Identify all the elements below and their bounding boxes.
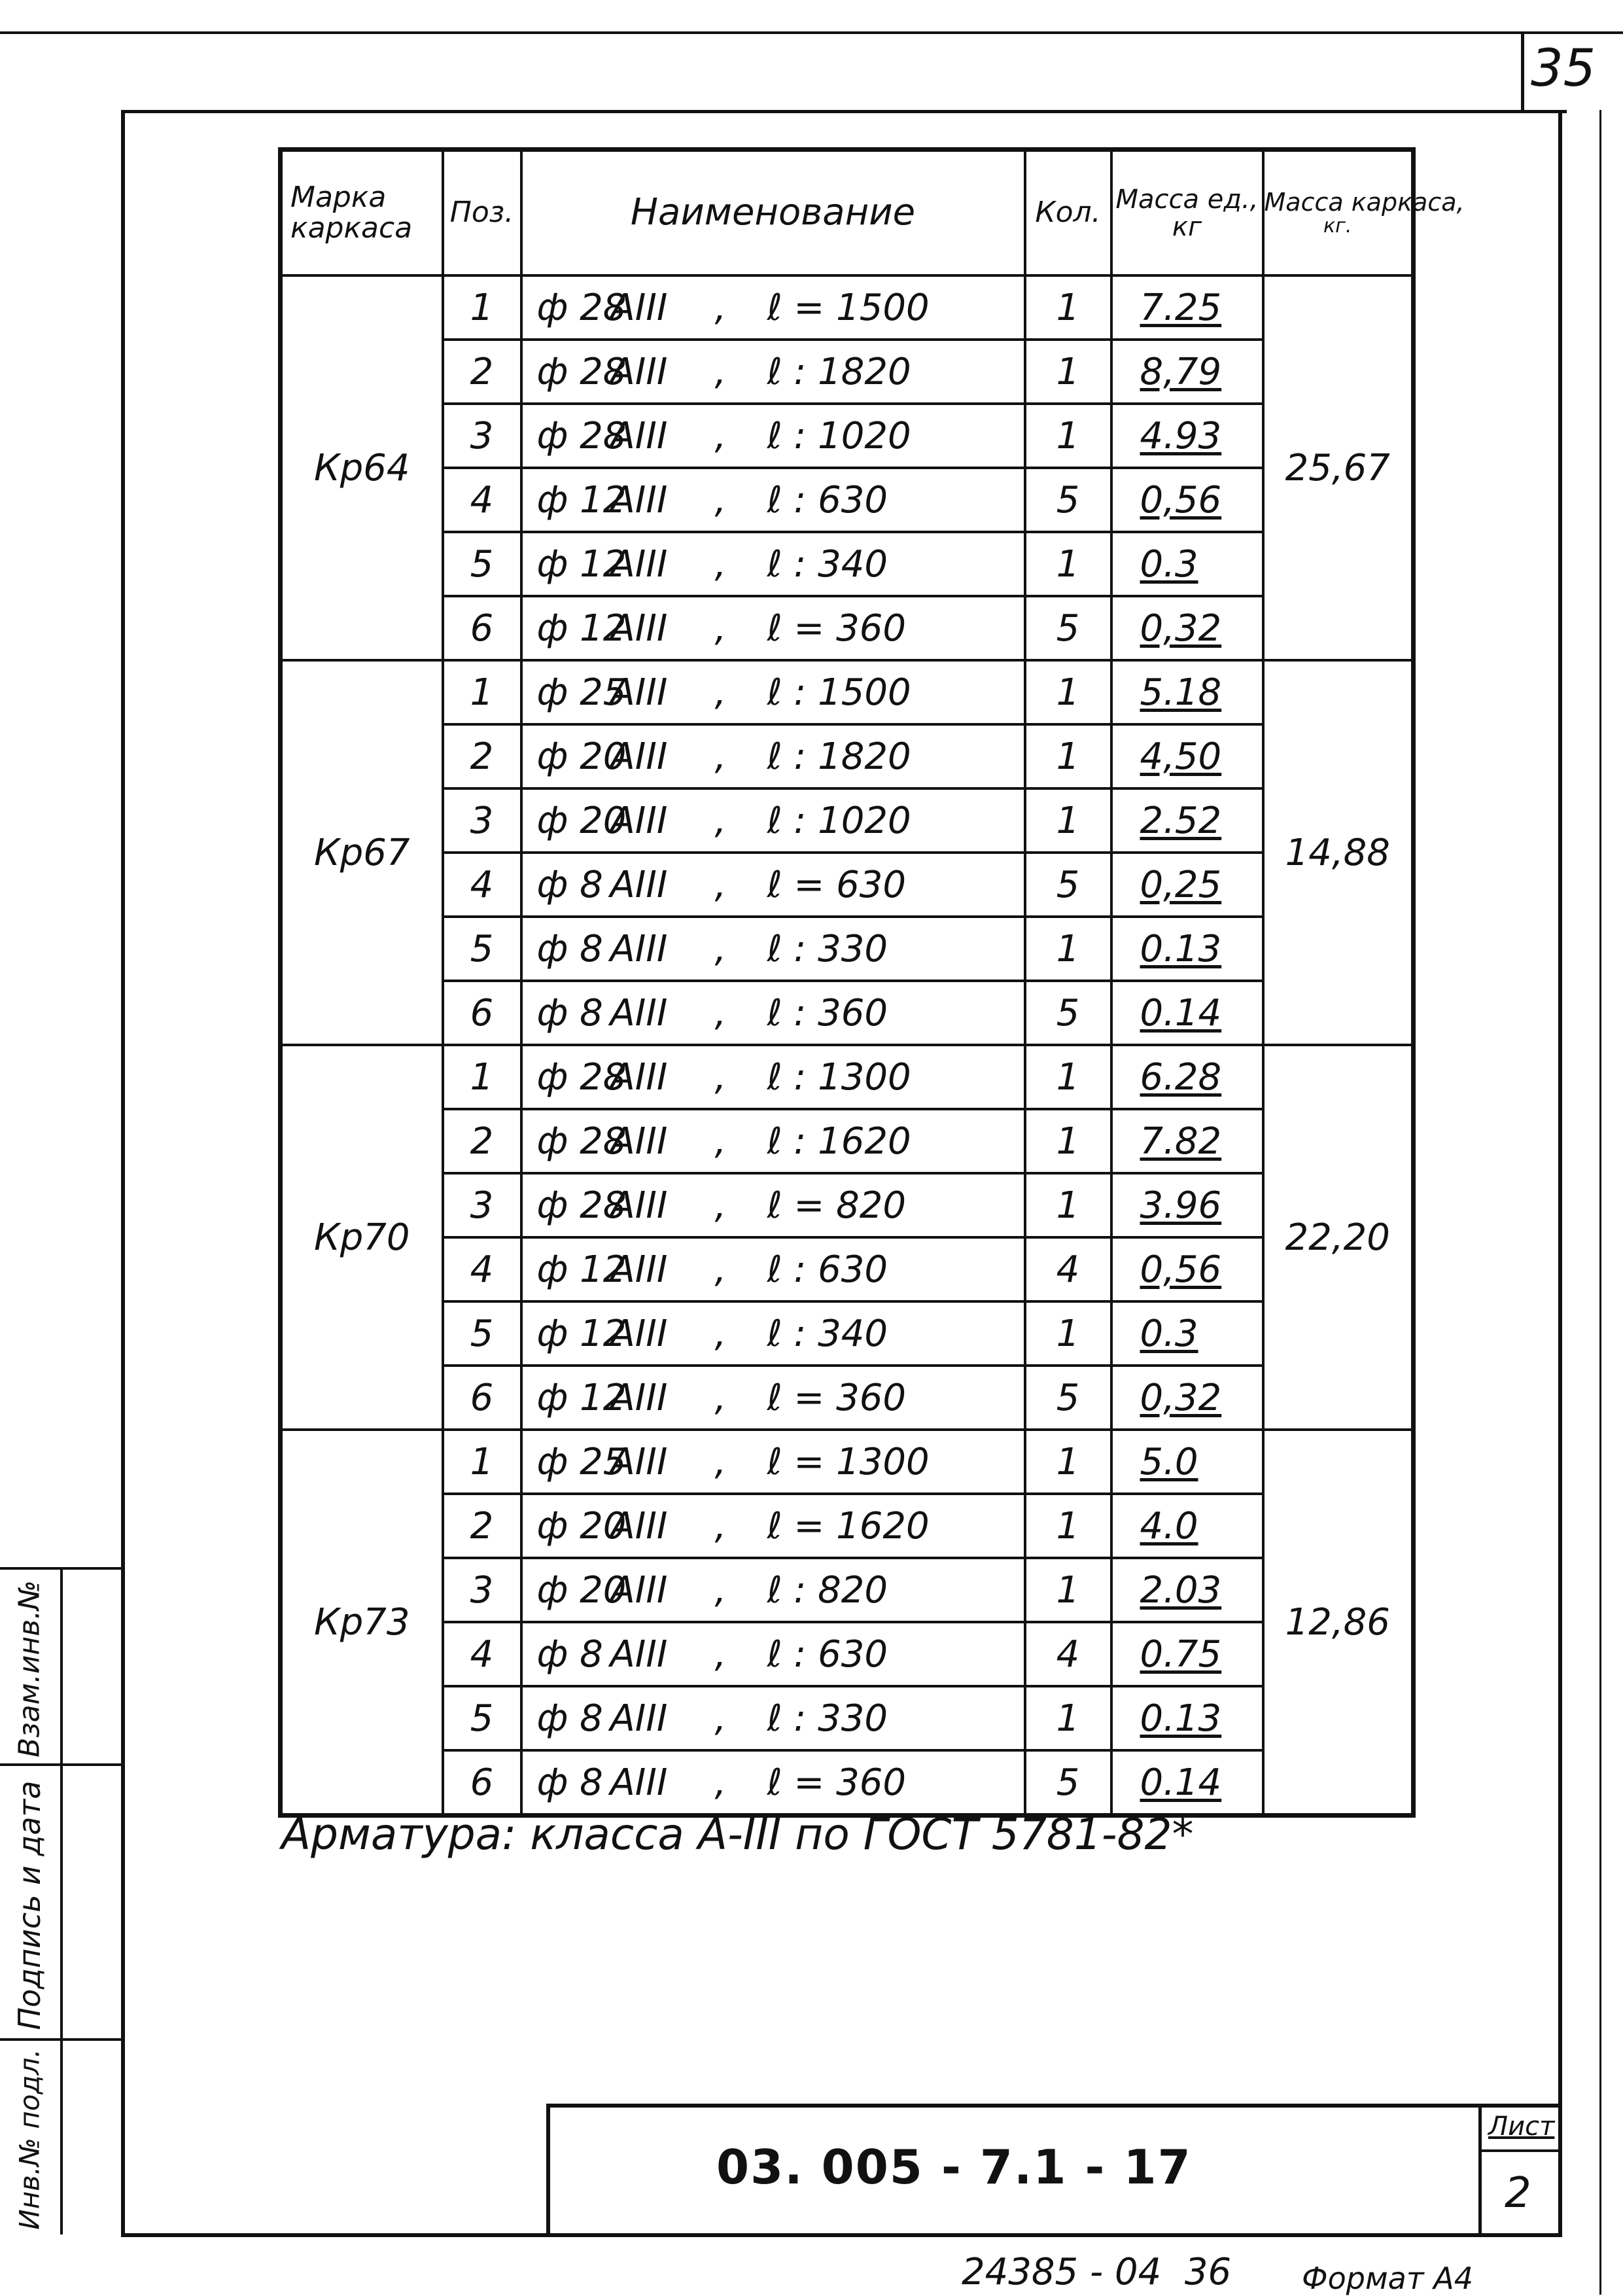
diameter: ф 8: [536, 991, 603, 1034]
table-row: [281, 660, 1414, 724]
quantity: 5: [1025, 853, 1111, 917]
steel-class: АIII: [610, 350, 668, 393]
quantity: 5: [1025, 1366, 1111, 1430]
quantity: 1: [1025, 1430, 1111, 1494]
frame-total-mass: 22,20: [1263, 1045, 1414, 1430]
unit-mass: 0.13: [1111, 1686, 1263, 1750]
table-row: [281, 788, 1414, 853]
diameter: ф 8: [536, 863, 603, 906]
steel-class: АIII: [610, 735, 668, 778]
table-row: [281, 1494, 1414, 1558]
item-name: [521, 1109, 1025, 1173]
position-number: 5: [443, 917, 521, 981]
top-rule: [0, 31, 1623, 34]
sheet-box-left: [1521, 31, 1524, 110]
steel-class: АIII: [610, 1504, 668, 1547]
diameter: ф 28: [536, 1055, 627, 1099]
table-header-row: [281, 150, 1414, 276]
table-row: [281, 1366, 1414, 1430]
item-name: [521, 1558, 1025, 1622]
separator: ,: [714, 1633, 727, 1676]
separator: ,: [714, 799, 727, 842]
position-number: 1: [443, 660, 521, 724]
position-number: 2: [443, 1109, 521, 1173]
title-block-top: [546, 2104, 1562, 2108]
length: ℓ : 1620: [767, 1120, 911, 1163]
quantity: 1: [1025, 1109, 1111, 1173]
table-row: [281, 917, 1414, 981]
table-row: [281, 532, 1414, 596]
frame-top: [121, 110, 1567, 113]
position-number: 1: [443, 1045, 521, 1109]
unit-mass: 2.52: [1111, 788, 1263, 853]
table-row: [281, 981, 1414, 1045]
length: ℓ = 820: [767, 1184, 907, 1227]
diameter: ф 28: [536, 286, 627, 329]
quantity: 1: [1025, 917, 1111, 981]
diameter: ф 28: [536, 1120, 627, 1163]
item-name: [521, 1750, 1025, 1816]
diameter: ф 8: [536, 1761, 603, 1804]
unit-mass: 3.96: [1111, 1173, 1263, 1237]
quantity: 5: [1025, 596, 1111, 660]
steel-class: АIII: [610, 286, 668, 329]
separator: ,: [714, 414, 727, 457]
unit-mass: 0.14: [1111, 1750, 1263, 1816]
position-number: 3: [443, 404, 521, 468]
diameter: ф 20: [536, 1504, 627, 1547]
quantity: 1: [1025, 1173, 1111, 1237]
position-number: 3: [443, 788, 521, 853]
unit-mass: 6.28: [1111, 1045, 1263, 1109]
length: ℓ : 630: [767, 1633, 888, 1676]
steel-class: АIII: [610, 1440, 668, 1483]
table-row: [281, 1558, 1414, 1622]
length: ℓ : 1020: [767, 414, 911, 457]
table-row: [281, 596, 1414, 660]
quantity: 1: [1025, 340, 1111, 404]
separator: ,: [714, 1312, 727, 1355]
item-name: [521, 404, 1025, 468]
separator: ,: [714, 671, 727, 714]
separator: ,: [714, 1697, 727, 1740]
title-block-left: [546, 2104, 550, 2237]
quantity: 1: [1025, 532, 1111, 596]
diameter: ф 28: [536, 1184, 627, 1227]
unit-mass: 0,32: [1111, 1366, 1263, 1430]
table-row: [281, 1173, 1414, 1237]
separator: ,: [714, 1184, 727, 1227]
sheet-label: Лист: [1488, 2111, 1555, 2142]
archive-number: 24385 - 04 36: [962, 2251, 1232, 2293]
length: ℓ = 1500: [767, 286, 930, 329]
header-unit-mass: Масса ед., кг: [1111, 150, 1263, 276]
position-number: 2: [443, 1494, 521, 1558]
table-row: [281, 1109, 1414, 1173]
position-number: 2: [443, 340, 521, 404]
position-number: 5: [443, 532, 521, 596]
steel-class: АIII: [610, 927, 668, 970]
steel-class: АIII: [610, 542, 668, 586]
side-stamp-cell-3: Инв.№ подл.: [13, 2049, 46, 2230]
frame-mark: Кр64: [281, 275, 443, 660]
item-name: [521, 788, 1025, 853]
header-name: Наименование: [521, 150, 1025, 276]
title-block-divider: [1478, 2104, 1482, 2237]
diameter: ф 28: [536, 350, 627, 393]
item-name: [521, 1430, 1025, 1494]
length: ℓ : 1820: [767, 350, 911, 393]
item-name: [521, 1237, 1025, 1301]
diameter: ф 12: [536, 1312, 627, 1355]
unit-mass: 4.93: [1111, 404, 1263, 468]
item-name: [521, 981, 1025, 1045]
separator: ,: [714, 927, 727, 970]
item-name: [521, 917, 1025, 981]
steel-class: АIII: [610, 1376, 668, 1419]
frame-mark: Кр70: [281, 1045, 443, 1430]
spec-table: [278, 147, 1465, 1818]
separator: ,: [714, 286, 727, 329]
item-name: [521, 1622, 1025, 1686]
diameter: ф 12: [536, 1376, 627, 1419]
unit-mass: 5.0: [1111, 1430, 1263, 1494]
item-name: [521, 1366, 1025, 1430]
unit-mass: 4.0: [1111, 1494, 1263, 1558]
item-name: [521, 1686, 1025, 1750]
diameter: ф 25: [536, 1440, 627, 1483]
unit-mass: 5.18: [1111, 660, 1263, 724]
frame-mark: Кр73: [281, 1430, 443, 1816]
side-stamp-vertical: [60, 1567, 63, 2234]
unit-mass: 8,79: [1111, 340, 1263, 404]
diameter: ф 12: [536, 1248, 627, 1291]
diameter: ф 28: [536, 414, 627, 457]
diameter: ф 8: [536, 1633, 603, 1676]
position-number: 4: [443, 468, 521, 532]
table-row: [281, 1430, 1414, 1494]
table-row: [281, 1237, 1414, 1301]
position-number: 2: [443, 724, 521, 788]
table-row: [281, 275, 1414, 340]
length: ℓ : 360: [767, 991, 888, 1034]
length: ℓ : 340: [767, 542, 888, 586]
quantity: 1: [1025, 275, 1111, 340]
diameter: ф 20: [536, 799, 627, 842]
steel-class: АIII: [610, 863, 668, 906]
separator: ,: [714, 478, 727, 521]
length: ℓ : 630: [767, 1248, 888, 1291]
frame-total-mass: 14,88: [1263, 660, 1414, 1045]
length: ℓ = 360: [767, 1761, 907, 1804]
length: ℓ = 360: [767, 1376, 907, 1419]
steel-class: АIII: [610, 1697, 668, 1740]
diameter: ф 12: [536, 478, 627, 521]
steel-class: АIII: [610, 671, 668, 714]
table-row: [281, 1301, 1414, 1366]
separator: ,: [714, 1120, 727, 1163]
quantity: 1: [1025, 724, 1111, 788]
separator: ,: [714, 1055, 727, 1099]
quantity: 1: [1025, 1045, 1111, 1109]
separator: ,: [714, 1568, 727, 1612]
frame-mark: Кр67: [281, 660, 443, 1045]
steel-class: АIII: [610, 1184, 668, 1227]
unit-mass: 0,56: [1111, 1237, 1263, 1301]
steel-class: АIII: [610, 1248, 668, 1291]
item-name: [521, 340, 1025, 404]
separator: ,: [714, 991, 727, 1034]
table-row: [281, 1045, 1414, 1109]
length: ℓ = 1300: [767, 1440, 930, 1483]
item-name: [521, 853, 1025, 917]
side-stamp-cell-1: Взам.инв.№: [12, 1580, 46, 1757]
position-number: 6: [443, 1366, 521, 1430]
position-number: 3: [443, 1173, 521, 1237]
title-block: [546, 2104, 1562, 2237]
unit-mass: 0.13: [1111, 917, 1263, 981]
separator: ,: [714, 1376, 727, 1419]
separator: ,: [714, 1504, 727, 1547]
quantity: 5: [1025, 981, 1111, 1045]
steel-class: АIII: [610, 1055, 668, 1099]
diameter: ф 8: [536, 927, 603, 970]
sheet-label-divider: [1478, 2149, 1562, 2152]
unit-mass: 7.25: [1111, 275, 1263, 340]
item-name: [521, 1173, 1025, 1237]
outer-right-edge: [1599, 110, 1601, 2295]
item-name: [521, 532, 1025, 596]
position-number: 1: [443, 275, 521, 340]
diameter: ф 8: [536, 1697, 603, 1740]
position-number: 6: [443, 981, 521, 1045]
side-stamp-cell-2: Подпись и дата: [12, 1780, 47, 2030]
quantity: 4: [1025, 1622, 1111, 1686]
spec-body: [281, 275, 1414, 1816]
sheet-number-top: 35: [1531, 39, 1596, 98]
unit-mass: 7.82: [1111, 1109, 1263, 1173]
header-total-mass: [1263, 150, 1465, 276]
position-number: 6: [443, 1750, 521, 1816]
quantity: 5: [1025, 1750, 1111, 1816]
frame-total-mass: 12,86: [1263, 1430, 1414, 1816]
diameter: ф 12: [536, 542, 627, 586]
length: ℓ = 360: [767, 607, 907, 650]
steel-class: АIII: [610, 991, 668, 1034]
length: ℓ : 1300: [767, 1055, 911, 1099]
table-row: [281, 1686, 1414, 1750]
side-stamp: [0, 1567, 125, 2237]
separator: ,: [714, 1761, 727, 1804]
quantity: 4: [1025, 1237, 1111, 1301]
table-row: [281, 724, 1414, 788]
steel-class: АIII: [610, 1312, 668, 1355]
steel-class: АIII: [610, 1120, 668, 1163]
header-mark: Марка каркаса: [281, 150, 443, 276]
steel-class: АIII: [610, 607, 668, 650]
item-name: [521, 724, 1025, 788]
quantity: 1: [1025, 660, 1111, 724]
header-total-mass-unit: кг.: [1323, 214, 1352, 238]
separator: ,: [714, 735, 727, 778]
separator: ,: [714, 863, 727, 906]
unit-mass: 4,50: [1111, 724, 1263, 788]
unit-mass: 0.3: [1111, 1301, 1263, 1366]
header-total-mass-main: Масса каркаса,: [1264, 187, 1465, 217]
reinforcement-note: Арматура: класса А-III по ГОСТ 5781-82*: [281, 1809, 1194, 1860]
item-name: [521, 660, 1025, 724]
item-name: [521, 468, 1025, 532]
table-row: [281, 340, 1414, 404]
table-row: [281, 468, 1414, 532]
length: ℓ : 330: [767, 1697, 888, 1740]
steel-class: АIII: [610, 1633, 668, 1676]
header-qty: Кол.: [1025, 150, 1111, 276]
position-number: 4: [443, 1622, 521, 1686]
item-name: [521, 596, 1025, 660]
steel-class: АIII: [610, 478, 668, 521]
sheet-value: 2: [1505, 2169, 1531, 2217]
unit-mass: 0.3: [1111, 532, 1263, 596]
position-number: 5: [443, 1686, 521, 1750]
item-name: [521, 1301, 1025, 1366]
diameter: ф 12: [536, 607, 627, 650]
position-number: 4: [443, 853, 521, 917]
steel-class: АIII: [610, 1568, 668, 1612]
position-number: 3: [443, 1558, 521, 1622]
unit-mass: 2.03: [1111, 1558, 1263, 1622]
unit-mass: 0.14: [1111, 981, 1263, 1045]
unit-mass: 0.75: [1111, 1622, 1263, 1686]
item-name: [521, 275, 1025, 340]
diameter: ф 20: [536, 735, 627, 778]
position-number: 5: [443, 1301, 521, 1366]
length: ℓ = 630: [767, 863, 907, 906]
length: ℓ : 1500: [767, 671, 911, 714]
item-name: [521, 1045, 1025, 1109]
frame-total-mass: 25,67: [1263, 275, 1414, 660]
length: ℓ : 330: [767, 927, 888, 970]
length: ℓ : 1820: [767, 735, 911, 778]
separator: ,: [714, 542, 727, 586]
header-pos: Поз.: [443, 150, 521, 276]
quantity: 1: [1025, 788, 1111, 853]
quantity: 5: [1025, 468, 1111, 532]
quantity: 1: [1025, 1301, 1111, 1366]
separator: ,: [714, 607, 727, 650]
position-number: 4: [443, 1237, 521, 1301]
unit-mass: 0,56: [1111, 468, 1263, 532]
table-row: [281, 853, 1414, 917]
length: ℓ : 340: [767, 1312, 888, 1355]
steel-class: АIII: [610, 799, 668, 842]
separator: ,: [714, 1248, 727, 1291]
length: ℓ : 630: [767, 478, 888, 521]
table-row: [281, 404, 1414, 468]
frame-right: [1558, 110, 1562, 2236]
steel-class: АIII: [610, 1761, 668, 1804]
quantity: 1: [1025, 1686, 1111, 1750]
separator: ,: [714, 1440, 727, 1483]
quantity: 1: [1025, 1558, 1111, 1622]
length: ℓ = 1620: [767, 1504, 930, 1547]
unit-mass: 0,32: [1111, 596, 1263, 660]
unit-mass: 0,25: [1111, 853, 1263, 917]
length: ℓ : 1020: [767, 799, 911, 842]
quantity: 1: [1025, 404, 1111, 468]
item-name: [521, 1494, 1025, 1558]
doc-code: 03. 005 - 7.1 - 17: [716, 2140, 1192, 2195]
format-label: Формат А4: [1302, 2261, 1473, 2296]
length: ℓ : 820: [767, 1568, 888, 1612]
diameter: ф 20: [536, 1568, 627, 1612]
table-row: [281, 1750, 1414, 1816]
position-number: 6: [443, 596, 521, 660]
steel-class: АIII: [610, 414, 668, 457]
position-number: 1: [443, 1430, 521, 1494]
table-row: [281, 1622, 1414, 1686]
diameter: ф 25: [536, 671, 627, 714]
quantity: 1: [1025, 1494, 1111, 1558]
separator: ,: [714, 350, 727, 393]
